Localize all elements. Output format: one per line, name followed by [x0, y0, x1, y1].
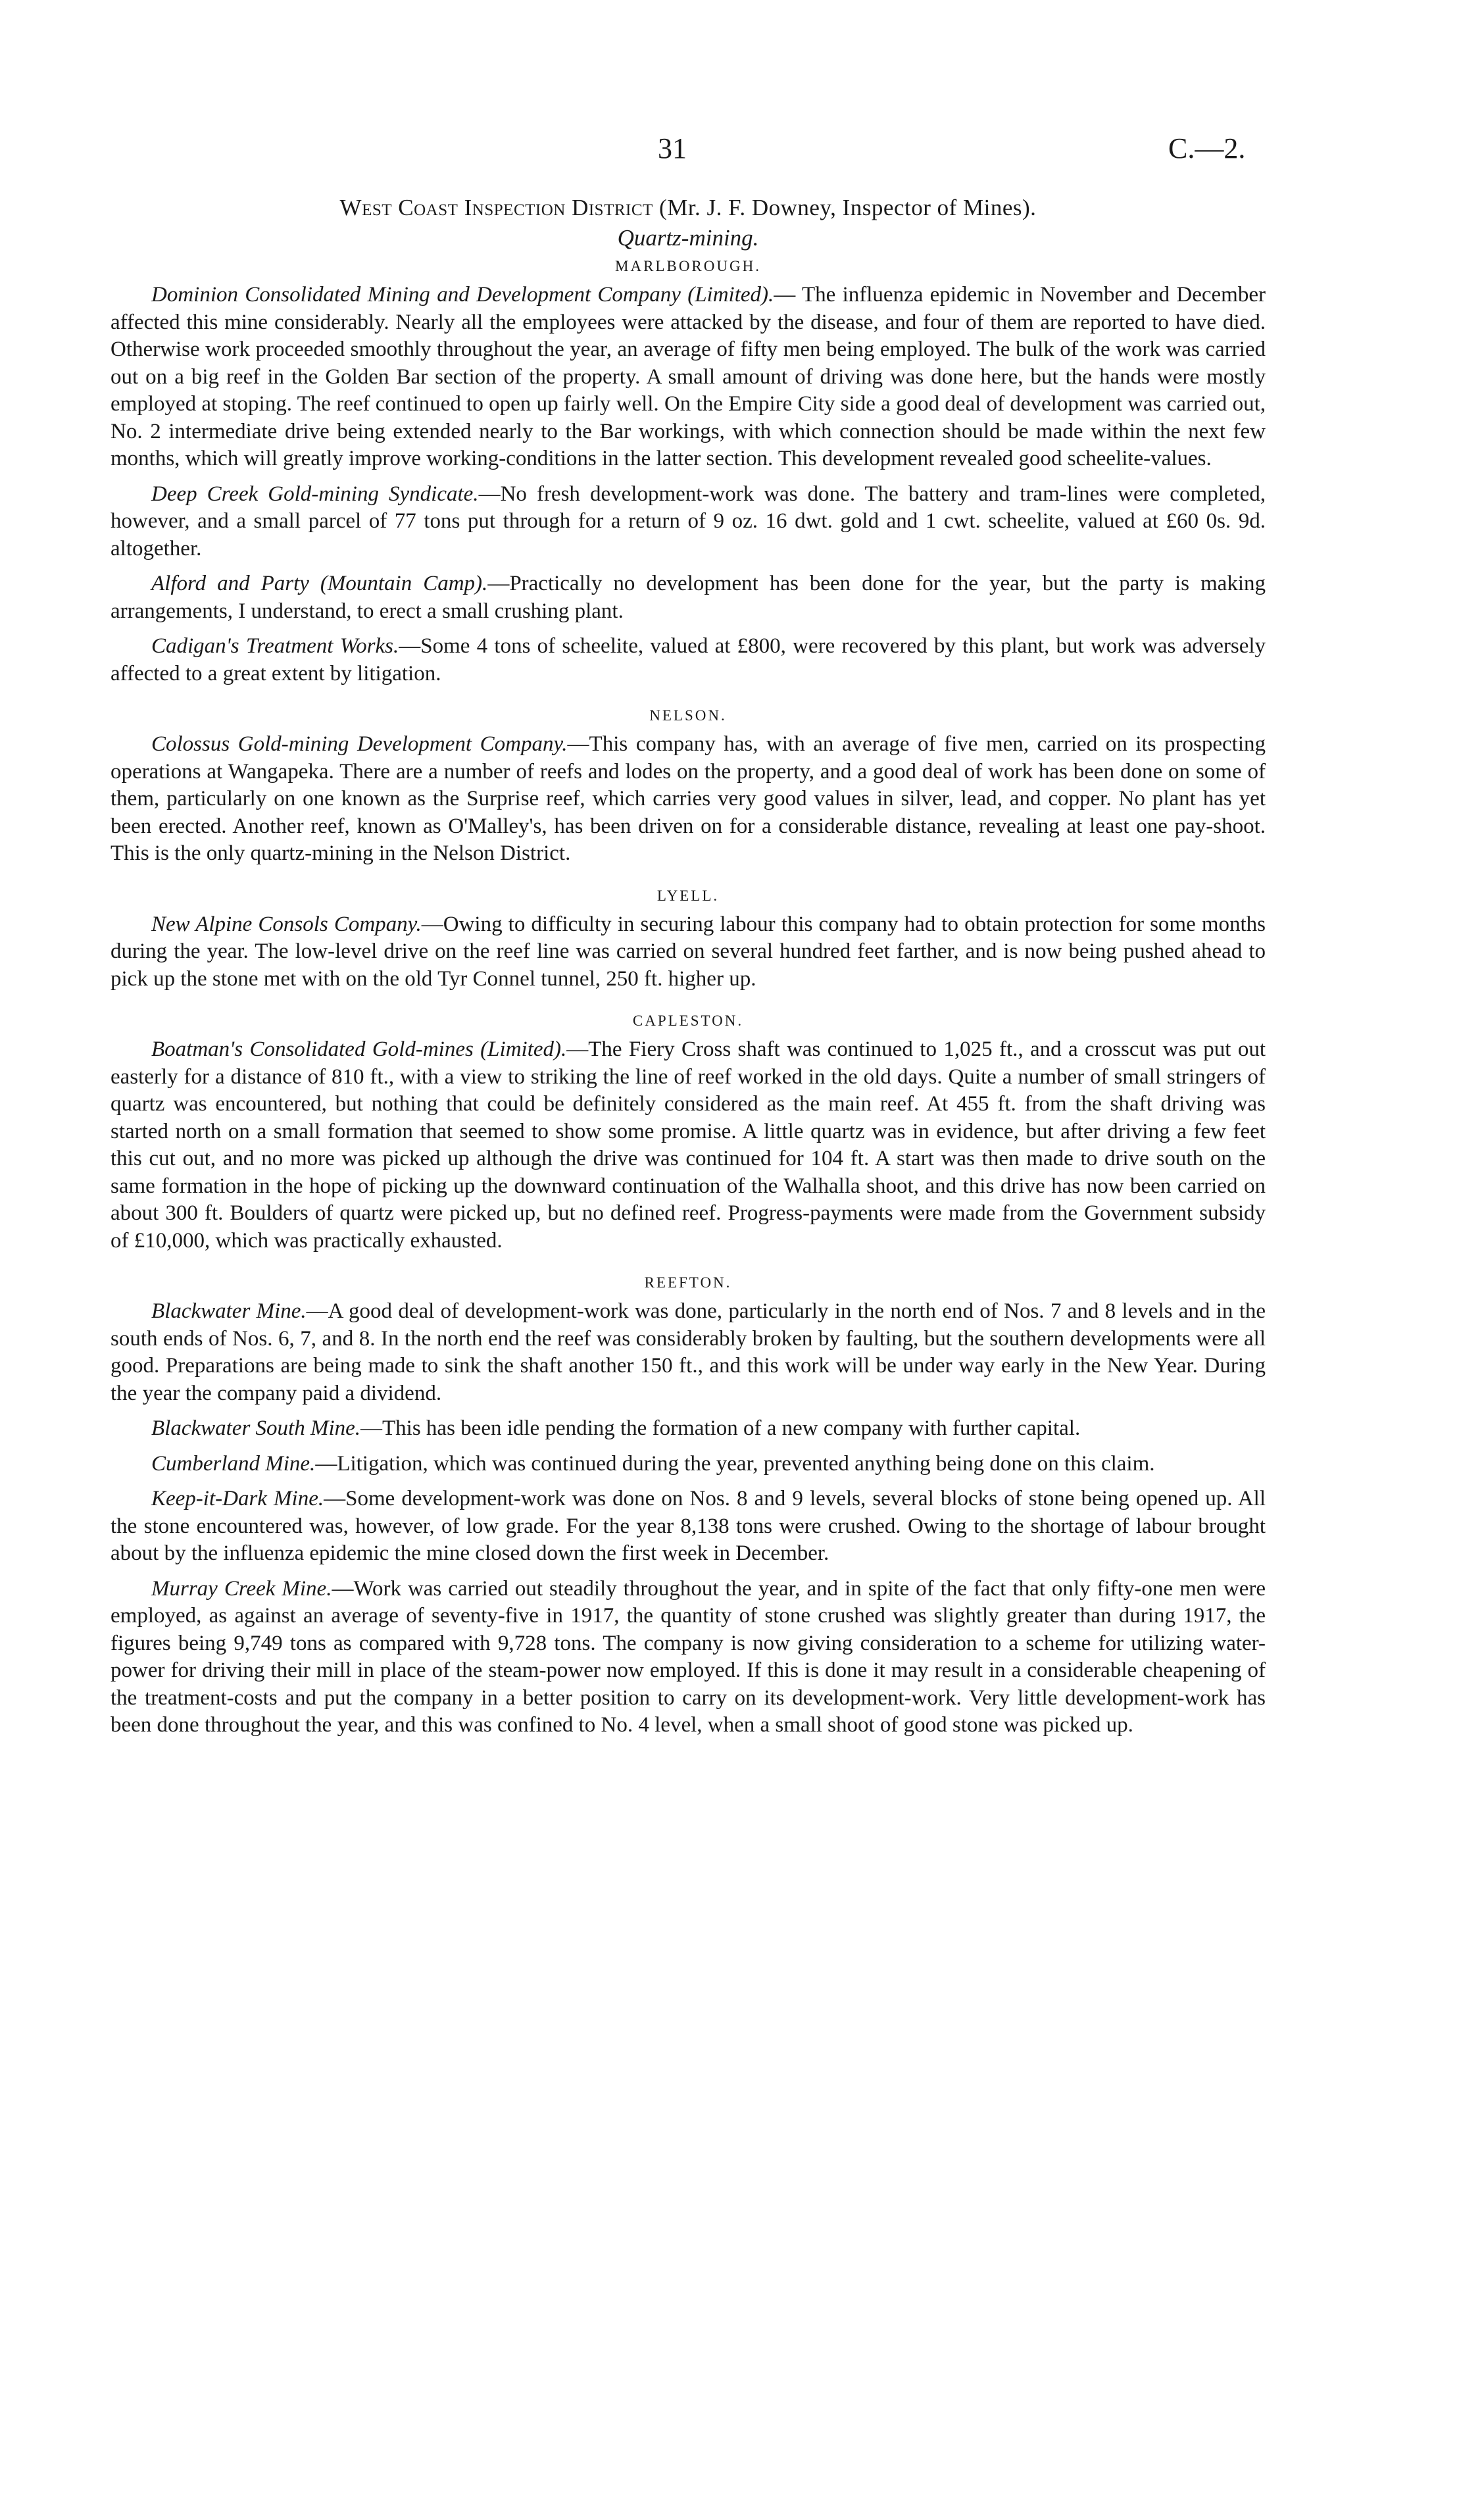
entry-text: —No fresh development-work was done. The battery and tram-lines were completed, however, and a small parcel of 77 tons put through for a return of 9 oz. 16 dwt. gold and 1 cwt. scheelite, valued at £60 0s. 9d. altogether.: [111, 482, 1266, 561]
entry-lead: Cadigan's Treatment Works.: [151, 634, 399, 658]
entry-lead: Blackwater South Mine.: [151, 1416, 361, 1440]
entry-text: —This has been idle pending the formation of a new company with further capital.: [360, 1416, 1081, 1440]
page-number: 31: [658, 132, 687, 164]
entry-lead: Alford and Party (Mountain Camp).: [151, 572, 488, 595]
entry-text: —This company has, with an average of five men, carried on its prospecting operations at Wangapeka. There are a number of reefs and lodes on the property, and a good deal of work has been done on some of them, particularly on one known as the Surprise reef, which carries very good values in silver, lead, and copper. No plant has yet been erected. Another reef, known as O'Malley's, has been driven on for a considerable distance, revealing at least one pay-shoot. This is the only quartz-mining in the Nelson District.: [111, 732, 1266, 865]
document-page: [111, 132, 1266, 1747]
entry-deep-creek: [111, 481, 1266, 563]
entry-text: —Practically no development has been done for the year, but the party is making arrangements, I understand, to erect a small crushing plant.: [111, 572, 1266, 623]
entry-text: —Owing to difficulty in securing labour this company had to obtain protection for some months during the year. The low-level drive on the reef line was carried on several hundred feet farther, and is now being pushed ahead to pick up the stone met with on the old Tyr Connel tunnel, 250 ft. higher up.: [111, 912, 1266, 991]
entry-lead: Dominion Consolidated Mining and Development Company (Limited).: [151, 283, 774, 307]
document-reference: C.—2.: [1168, 132, 1246, 164]
entry-blackwater-mine: [111, 1298, 1266, 1407]
entry-lead: Murray Creek Mine.: [151, 1576, 332, 1601]
entry-blackwater-south-mine: [111, 1415, 1266, 1443]
entry-text: —Work was carried out steadily throughout the year, and in spite of the fact that only fifty-one men were employed, as against an average of seventy-five in 1917, the quantity of stone crushed was slightly greater than during 1917, the figures being 9,749 tons as compared with 9,728 tons. The company is now giving consideration to a scheme for utilizing water-power for driving their mill in place of the steam-power now employed. If this is done it may result in a considerable cheapening of the treatment-costs and put the company in a better position to carry on its development-work. Very little development-work has been done throughout the year, and this was confined to No. 4 level, when a small shoot of good stone was picked up.: [111, 1576, 1266, 1737]
entry-text: —A good deal of development-work was done, particularly in the north end of Nos. 7 and 8 levels and in the south ends of Nos. 6, 7, and 8. In the north end the reef was considerably broken by faulting, but the southern developments were all good. Preparations are being made to sink the shaft another 150 ft., and this work will be under way early in the New Year. During the year the company paid a dividend.: [111, 1299, 1266, 1405]
district-name: West Coast Inspection District: [339, 195, 653, 220]
entry-lead: Keep-it-Dark Mine.: [151, 1487, 324, 1510]
subtitle: Quartz-mining.: [617, 225, 759, 251]
entry-lead: Boatman's Consolidated Gold-mines (Limited).: [151, 1037, 567, 1061]
section-heading-capleston: CAPLESTON.: [632, 1012, 744, 1029]
entry-text: —Some 4 tons of scheelite, valued at £800, were recovered by this plant, but work was adversely affected to a great extent by litigation.: [111, 634, 1266, 686]
entry-lead: New Alpine Consols Company.: [151, 912, 422, 936]
entry-text: —Litigation, which was continued during the year, prevented anything being done on this claim.: [315, 1451, 1155, 1476]
district-title: [111, 195, 1266, 221]
entry-text: —Some development-work was done on Nos. 8 and 9 levels, several blocks of stone being opened up. All the stone encountered was, however, of low grade. For the year 8,138 tons were crushed. Owing to the shortage of labour brought about by the influenza epidemic the mine closed down the first week in December.: [111, 1487, 1266, 1565]
entry-alford-and-party: [111, 570, 1266, 625]
entry-murray-creek-mine: [111, 1576, 1266, 1739]
entry-lead: Blackwater Mine.: [151, 1299, 307, 1323]
entry-text: — The influenza epidemic in November and December affected this mine considerably. Nearly all the employees were attacked by the disease, and four of them are reported to have died. Otherwise work proceeded smoothly throughout the year, an average of fifty men being employed. The bulk of the work was carried out on a big reef in the Golden Bar section of the property. A small amount of driving was done here, but the hands were mostly employed at stoping. The reef continued to open up fairly well. On the Empire City side a good deal of development was carried out, No. 2 intermediate drive being extended nearly to the Bar workings, with which connection should be made within the next few months, which will greatly improve working-conditions in the latter section. This development revealed good scheelite-values.: [111, 283, 1266, 470]
section-heading-marlborough: MARLBOROUGH.: [615, 258, 761, 274]
entry-text: —The Fiery Cross shaft was continued to 1,025 ft., and a crosscut was put out easterly for a distance of 810 ft., with a view to striking the line of reef worked in the old days. Quite a number of small stringers of quartz was encountered, but nothing that could be definitely considered as the main reef. At 455 ft. from the shaft driving was started north on a small formation that seemed to show some promise. A little quartz was in evidence, but after driving a few feet this cut out, and no more was picked up although the drive was continued for 104 ft. A start was then made to drive south on the same formation in the hope of picking up the downward continuation of the Walhalla shoot, and this drive has now been carried on about 300 ft. Boulders of quartz were picked up, but no defined reef. Progress-payments were made from the Government subsidy of £10,000, which was practically exhausted.: [111, 1037, 1266, 1253]
entry-keep-it-dark-mine: [111, 1485, 1266, 1568]
district-inspector: (Mr. J. F. Downey, Inspector of Mines).: [659, 195, 1037, 220]
entry-colossus: [111, 731, 1266, 868]
entry-new-alpine-consols: [111, 911, 1266, 993]
entry-lead: Cumberland Mine.: [151, 1451, 316, 1476]
entry-cadigans-treatment: [111, 633, 1266, 687]
section-heading-nelson: NELSON.: [649, 707, 727, 724]
entry-lead: Colossus Gold-mining Development Company.: [151, 732, 568, 756]
section-heading-reefton: REEFTON.: [644, 1274, 732, 1291]
entry-dominion-consolidated: [111, 282, 1266, 473]
entry-boatmans-consolidated: [111, 1036, 1266, 1255]
entry-cumberland-mine: [111, 1451, 1266, 1478]
section-heading-lyell: LYELL.: [656, 887, 720, 904]
entry-lead: Deep Creek Gold-mining Syndicate.: [151, 482, 479, 506]
